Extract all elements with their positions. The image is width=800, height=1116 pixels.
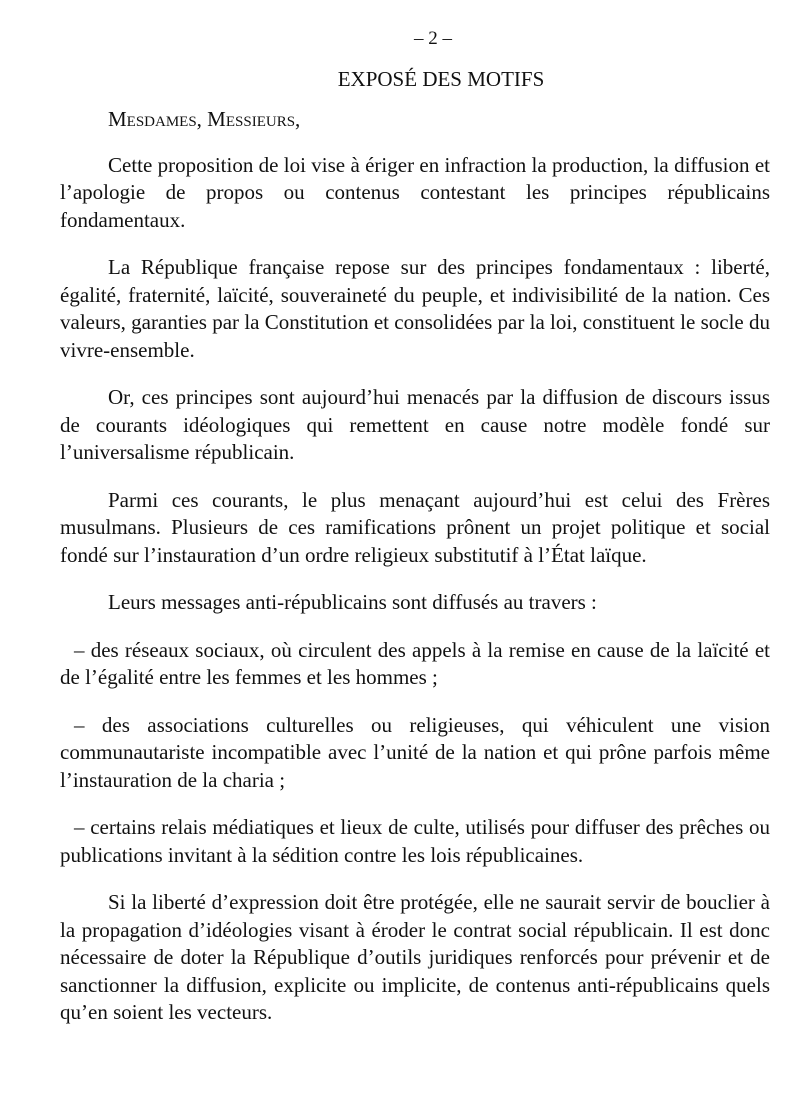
list-item-social-networks: – des réseaux sociaux, où circulent des appels à la remise en cause de la laïcité et de l’égalité entre les femmes et les hommes ; bbox=[60, 637, 770, 689]
paragraph-purpose: Cette proposition de loi vise à ériger en infraction la production, la diffusion et l’apologie de propos ou contenus contestant les principes républicains fondamentaux. bbox=[60, 152, 770, 232]
section-title: EXPOSÉ DES MOTIFS bbox=[337, 67, 545, 91]
paragraph-list-intro: Leurs messages anti-républicains sont diffusés au travers : bbox=[108, 590, 597, 614]
paragraph-principles: La République française repose sur des principes fondamentaux : liberté, égalité, fraternité, laïcité, souveraineté du peuple, et indivisibilité de la nation. Ces valeurs, garanties par la Constitution et consolidées par la loi, constituent le socle du vivre-ensemble. bbox=[60, 255, 770, 362]
paragraph-currents: Parmi ces courants, le plus menaçant aujourd’hui est celui des Frères musulmans. Plusieurs de ces ramifications prônent un projet politique et social fondé sur l’instauration d’un ordre religieux substitutif à l’État laïque. bbox=[60, 487, 770, 567]
paragraph-conclusion: Si la liberté d’expression doit être protégée, elle ne saurait servir de bouclier à la propagation d’idéologies visant à éroder le contrat social républicain. Il est donc nécessaire de doter la République d’outils juridiques renforcés pour prévenir et de sanctionner la diffusion, explicite ou implicite, de contenus anti-républicains quels qu’en soient les vecteurs. bbox=[60, 890, 770, 1024]
paragraph-threats: Or, ces principes sont aujourd’hui menacés par la diffusion de discours issus de courants idéologiques qui remettent en cause notre modèle fondé sur l’universalisme républicain. bbox=[60, 385, 770, 464]
salutation: Mesdames, Messieurs, bbox=[108, 107, 301, 131]
page-number: – 2 – bbox=[414, 28, 452, 49]
list-item-associations: – des associations culturelles ou religieuses, qui véhiculent une vision communautariste incompatible avec l’unité de la nation et qui prône parfois même l’instauration de la charia ; bbox=[60, 712, 770, 792]
list-item-media-worship: – certains relais médiatiques et lieux de culte, utilisés pour diffuser des prêches ou publications invitant à la sédition contre les lois républicaines. bbox=[60, 815, 770, 867]
